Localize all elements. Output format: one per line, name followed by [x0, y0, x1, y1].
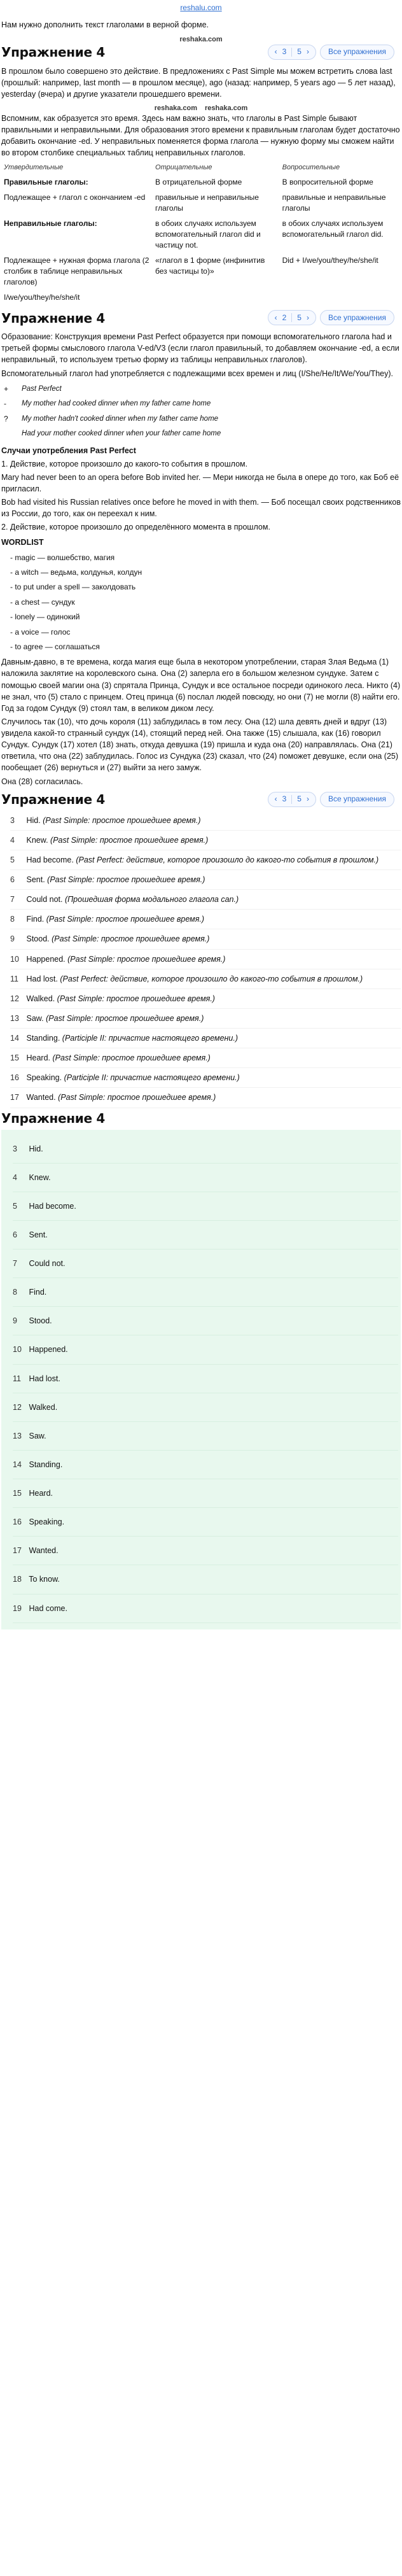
table-row	[1, 290, 401, 305]
next-arrow-icon[interactable]: ›	[306, 46, 309, 56]
list-item: 9 Stood. (Past Simple: простое прошедшее время.)	[10, 929, 401, 949]
story-text: Давным-давно, в те времена, когда магия еще была в некотором употреблении, старая Злая Ведьма (1) наложила заклятие на королевского сына. Она (2) заперла его в большом железном сундуке. Затем с помощью своей магии она (3) спрятала Принца, Сундук и все остальное посреди одинокого леса. Никто (4) не знал, что (5) стало с принцем. Отец принца (6) послал людей повсюду, но они (7) не могли (8) найти его. Год за годом Сундук (9) стоял там, в великом диком лесу.	[1, 658, 401, 713]
list-item: 11 Had lost.	[13, 1365, 398, 1393]
sign: -	[4, 399, 6, 409]
list-item: - a chest — сундук	[10, 597, 401, 608]
section-2-header	[1, 307, 401, 329]
list-item: 7 Could not.	[13, 1249, 398, 1278]
section-4-header	[1, 1108, 401, 1130]
exercise-title: Упражнение 4	[1, 1111, 106, 1127]
section-1-header	[1, 42, 401, 64]
exercise-pager	[268, 310, 394, 325]
list-item: 13 Saw.	[13, 1422, 398, 1451]
next-arrow-icon[interactable]: ›	[306, 313, 309, 322]
section-3-header	[1, 789, 401, 811]
usage-item: 2. Действие, которое произошло до определённого момента в прошлом.	[1, 523, 270, 532]
table-cell: Неправильные глаголы:	[4, 218, 97, 228]
table-row	[1, 412, 401, 426]
list-item: - a voice — голос	[10, 627, 401, 638]
grammar-table	[1, 161, 401, 305]
exercise-pager	[268, 792, 394, 807]
form-example: Had your mother cooked dinner when your father came home	[22, 429, 221, 437]
list-item: 15 Heard. (Past Simple: простое прошедшее время.)	[10, 1048, 401, 1068]
usage-title: Случаи употребления Past Perfect	[1, 446, 136, 455]
table-cell: правильные и неправильные глаголы	[155, 192, 259, 213]
table-row	[1, 175, 401, 190]
list-item: 8 Find.	[13, 1278, 398, 1307]
table-cell: Правильные глаголы:	[4, 178, 88, 187]
exercise-title: Упражнение 4	[1, 45, 106, 60]
table-cell: правильные и неправильные глаголы	[282, 192, 386, 213]
table-cell: «глагол в 1 форме (инфинитив без частицы to)»	[155, 255, 265, 276]
section-3	[0, 789, 402, 1108]
sign	[1, 426, 19, 441]
pager-number[interactable]: 5	[297, 794, 302, 803]
wordlist-title: WORDLIST	[1, 538, 44, 547]
answer-list	[1, 811, 401, 1108]
sign: +	[4, 384, 9, 393]
pager-group	[268, 310, 316, 325]
table-header-row	[1, 161, 401, 175]
list-item: 3 Hid. (Past Simple: простое прошедшее время.)	[10, 811, 401, 831]
intro-text: Нам нужно дополнить текст глаголами в верной форме.	[1, 20, 209, 30]
pager-group	[268, 792, 316, 807]
table-cell: В вопросительной форме	[282, 178, 373, 187]
paragraph: Образование: Конструкция времени Past Perfect образуется при помощи вспомогательного глагола had и третьей формы смыслового глагола V-ed/V3 (если глагол правильный, то добавляем окончание -ed, а если неправильный, то используем третью форму из таблицы неправильных глаголов).	[1, 332, 399, 365]
table-cell	[153, 290, 280, 305]
table-row	[1, 397, 401, 411]
pager-number[interactable]: 5	[297, 46, 302, 56]
paragraph: Вспомогательный глагол had употребляется с подлежащими всех времен и лиц (I/She/He/It/We/You/They).	[1, 369, 393, 378]
table-header: Вопросительные	[282, 164, 340, 172]
table-cell: I/we/you/they/he/she/it	[4, 292, 80, 302]
section-4	[0, 1108, 402, 1629]
usage-item: Bob had visited his Russian relatives once before he moved in with them. — Боб посещал своих родственников из России, до того, как он переехал к ним.	[1, 498, 401, 519]
table-row	[1, 253, 401, 290]
divider	[291, 795, 292, 804]
list-item: 5 Had become.	[13, 1192, 398, 1221]
list-item: 4 Knew.	[13, 1164, 398, 1192]
list-item: - to put under a spell — заколдовать	[10, 582, 401, 593]
all-exercises-button[interactable]: Все упражнения	[320, 45, 394, 60]
usage-item: Mary had never been to an opera before Bob invited her. — Мери никогда не была в опере до того, как Боб её пригласил.	[1, 472, 399, 493]
table-cell: Did + I/we/you/they/he/she/it	[282, 255, 378, 265]
exercise-title: Упражнение 4	[1, 792, 106, 808]
wordlist	[1, 553, 401, 653]
list-item: 14 Standing. (Participle II: причастие настоящего времени.)	[10, 1029, 401, 1048]
table-row	[1, 426, 401, 441]
answer-list	[4, 1135, 398, 1623]
list-item: - a witch — ведьма, колдунья, колдун	[10, 567, 401, 578]
list-item: 5 Had become. (Past Perfect: действие, которое произошло до какого-то события в прошлом.)	[10, 850, 401, 870]
all-exercises-button[interactable]: Все упражнения	[320, 310, 394, 325]
prev-arrow-icon[interactable]: ‹	[274, 794, 277, 803]
list-item: 6 Sent.	[13, 1221, 398, 1249]
form-example: Past Perfect	[22, 384, 62, 393]
sign: ?	[4, 414, 8, 423]
section-2	[0, 307, 402, 787]
paragraph: В прошлом было совершено это действие. В предложениях с Past Simple мы можем встретить слова last (прошлый: например, last month — в прошлом месяце), ago (назад: например, 5 years ago — 5 лет назад), yesterday (вчера) и другие указатели прошедшего времени.	[1, 66, 396, 99]
list-item: 6 Sent. (Past Simple: простое прошедшее время.)	[10, 870, 401, 890]
list-item: 12 Walked.	[13, 1393, 398, 1422]
pager-number[interactable]: 2	[282, 313, 287, 322]
forms-table	[1, 382, 401, 441]
list-item: 7 Could not. (Прошедшая форма модального глагола can.)	[10, 890, 401, 910]
list-item: 9 Stood.	[13, 1307, 398, 1335]
list-item: 10 Happened.	[13, 1335, 398, 1364]
divider	[291, 48, 292, 57]
section-1	[0, 19, 402, 305]
story-text: Случилось так (10), что дочь короля (11) заблудилась в том лесу. Она (12) шла девять дней и вдруг (13) увидела какой-то странный сундук (14), стоящий перед ней. Она также (15) слышала, как (16) говорил Сундук. Сундук (17) хотел (18) знать, откуда девушка (19) пришла и куда она (20) направлялась. Она (21) ответила, что она (22) заблудилась. Голос из Сундука (23) сказал, что (24) поможет девушке, если она (25) пообещает (26) вернуться и (27) выйти за него замуж.	[1, 717, 399, 773]
table-cell: в обоих случаях используем вспомогательный глагол did.	[282, 218, 384, 239]
usage-item: 1. Действие, которое произошло до какого-то события в прошлом.	[1, 459, 248, 468]
exercise-pager	[268, 45, 394, 60]
table-cell: в обоих случаях используем вспомогательный глагол did и частицу not.	[155, 218, 261, 250]
list-item: 8 Find. (Past Simple: простое прошедшее время.)	[10, 910, 401, 929]
pager-number[interactable]: 3	[282, 794, 287, 803]
exercise-title: Упражнение 4	[1, 310, 106, 326]
form-example: My mother hadn't cooked dinner when my father came home	[22, 414, 219, 423]
list-item: 16 Speaking.	[13, 1508, 398, 1537]
divider	[291, 313, 292, 322]
list-item: 11 Had lost. (Past Perfect: действие, которое произошло до какого-то события в прошлом.)	[10, 969, 401, 989]
all-exercises-button[interactable]: Все упражнения	[320, 792, 394, 807]
table-cell	[280, 290, 401, 305]
answers-block	[1, 1130, 401, 1629]
table-row	[1, 382, 401, 397]
list-item: 18 To know.	[13, 1565, 398, 1594]
list-item: 14 Standing.	[13, 1451, 398, 1479]
prev-arrow-icon[interactable]: ‹	[274, 46, 277, 56]
list-item: - to agree — соглашаться	[10, 642, 401, 652]
site-header[interactable]: reshalu.com	[180, 3, 222, 12]
list-item: 17 Wanted.	[13, 1537, 398, 1565]
table-row	[1, 216, 401, 253]
list-item: 10 Happened. (Past Simple: простое прошедшее время.)	[10, 950, 401, 969]
list-item: 12 Walked. (Past Simple: простое прошедшее время.)	[10, 989, 401, 1009]
table-cell: Подлежащее + нужная форма глагола (2 столбик в таблице неправильных глаголов)	[4, 255, 149, 287]
table-cell: Подлежащее + глагол с окончанием -ed	[4, 192, 146, 202]
list-item: - magic — волшебство, магия	[10, 553, 401, 563]
pager-number[interactable]: 5	[297, 313, 302, 322]
table-header: Утвердительные	[4, 164, 64, 172]
table-row	[1, 190, 401, 216]
list-item: 4 Knew. (Past Simple: простое прошедшее время.)	[10, 831, 401, 850]
list-item: 13 Saw. (Past Simple: простое прошедшее время.)	[10, 1009, 401, 1029]
paragraph: Вспомним, как образуется это время. Здесь нам важно знать, что глаголы в Past Simple бывают правильными и неправильными. Для образования этого времени к правильным глаголам будет достаточно добавить окончание -ed. У неправильных поменяется форма глагола — нужную форму мы сможем найти во втором столбике специальных таблиц неправильных глаголов.	[1, 113, 400, 158]
table-header: Отрицательные	[155, 164, 212, 172]
list-item: 16 Speaking. (Participle II: причастие настоящего времени.)	[10, 1068, 401, 1088]
story-text: Она (28) согласилась.	[1, 777, 83, 786]
list-item: 17 Wanted. (Past Simple: простое прошедшее время.)	[10, 1088, 401, 1108]
next-arrow-icon[interactable]: ›	[306, 794, 309, 803]
form-example: My mother had cooked dinner when my father came home	[22, 400, 211, 408]
pager-number[interactable]: 3	[282, 46, 287, 56]
table-cell: В отрицательной форме	[155, 178, 242, 187]
list-item: - lonely — одинокий	[10, 612, 401, 623]
watermark-row: reshaka.com reshaka.com	[154, 104, 248, 111]
list-item: 19 Had come.	[13, 1594, 398, 1623]
list-item: 15 Heard.	[13, 1479, 398, 1508]
prev-arrow-icon[interactable]: ‹	[274, 313, 277, 322]
watermark-row: reshaka.com	[179, 35, 223, 42]
list-item: 3 Hid.	[13, 1135, 398, 1164]
pager-group	[268, 45, 316, 60]
